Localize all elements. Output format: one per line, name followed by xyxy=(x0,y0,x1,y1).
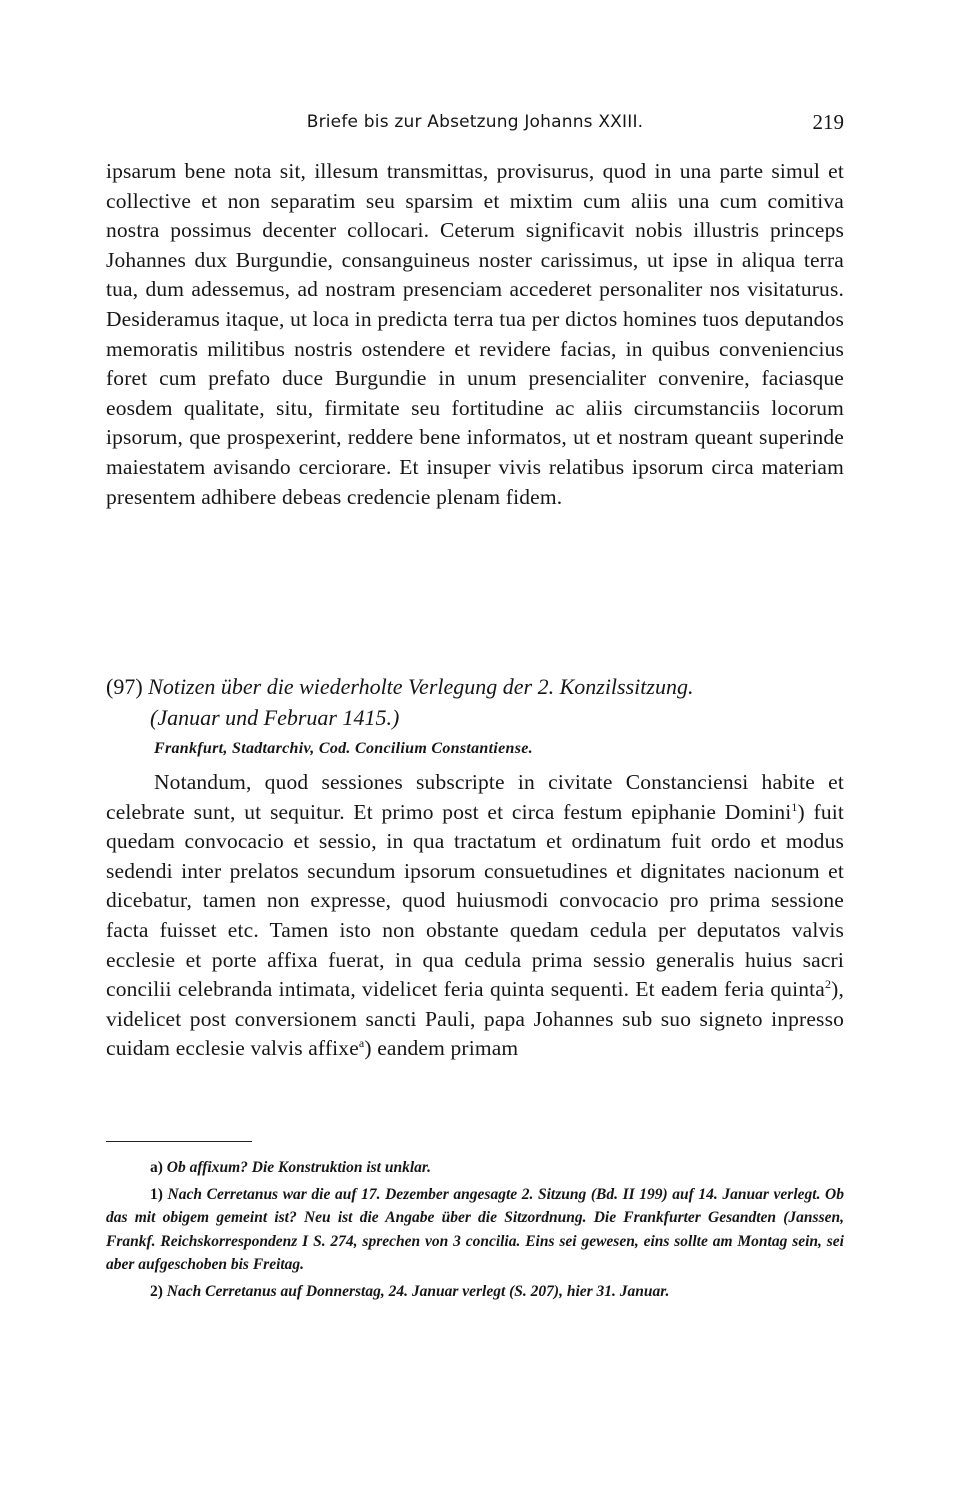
footnote-ref-2: 2 xyxy=(825,977,832,991)
text-run: ) fuit quedam convocacio et sessio, in qua tractatum et ordinatum fuit ordo et modus sedendi inter prelatos secundum ipsorum consuetudines et dignitates nacionum et dicebatur, tamen non expresse, quod huiusmodi convocacio pro prima sessione facta fuisset etc. Tamen isto non obstante quedam cedula per deputatos valvis ecclesie et porte affixa fuerat, in qua cedula prima sessio generalis huius sacri concilii celebranda intimata, videlicet feria quinta sequenti. Et eadem feria quinta xyxy=(106,799,844,1002)
footnote-1 xyxy=(106,1183,844,1277)
document-date: (Januar und Februar 1415.) xyxy=(150,705,400,730)
footnote-text: Nach Cerretanus war die auf 17. Dezember angesagte 2. Sitzung (Bd. II 199) auf 14. Januar verlegt. Ob das mit obigem gemeint ist? Neu ist die Angabe über die Sitzordnung. Die Frankfurter Gesandten (Janssen, Frankf. Reichskorrespondenz I S. 274, sprechen von 3 concilia. Eins sei gewesen, eins sollte am Montag sein, sei aber aufgeschoben bis Freitag. xyxy=(106,1185,845,1273)
footnotes xyxy=(106,1156,844,1306)
paragraph-notandum xyxy=(106,768,844,1064)
running-header xyxy=(106,112,844,140)
source-citation: Frankfurt, Stadtarchiv, Cod. Concilium Constantiense. xyxy=(154,740,533,757)
footnote-2 xyxy=(106,1280,844,1304)
footnote-mark: 1) xyxy=(150,1185,163,1203)
footnote-ref-1: 1 xyxy=(791,799,798,814)
footnote-divider xyxy=(106,1141,252,1142)
document-number: (97) xyxy=(106,674,143,699)
footnote-text: Nach Cerretanus auf Donnerstag, 24. Januar verlegt (S. 207), hier 31. Januar. xyxy=(166,1282,670,1300)
footnote-ref-a: a xyxy=(358,1036,365,1051)
paragraph-letter-continuation: ipsarum bene nota sit, illesum transmittas, provisurus, quod in una parte simul et collective et non separatim seu sparsim et mixtim cum aliis una cum comitiva nostra possimus decenter collocari. Ceterum significavit nobis illustris princeps Johannes dux Burgundie, consanguineus noster carissimus, ut ipse in aliqua terra tua, dum adessemus, ad nostram presenciam accederet personaliter nos visitaturus. Desideramus itaque, ut loca in predicta terra tua per dictos homines tuos deputandos memoratis militibus nostris ostendere et revidere facias, in quibus conveniencius foret cum prefato duce Burgundie in unum presencialiter convenire, faciasque eosdem qualitate, situ, firmitate seu fortitudine ac aliis circumstanciis locorum ipsorum, que prospexerint, reddere bene informatos, ut et nostram queant superinde maiestatem avisando cerciorare. Et insuper vivis relatibus ipsorum circa materiam presentem adhibere debeas credencie plenam fidem. xyxy=(106,159,844,509)
text-run: ) eandem primam xyxy=(364,1036,519,1061)
footnote-a xyxy=(106,1156,844,1180)
footnote-mark: a) xyxy=(150,1159,163,1176)
footnote-mark: 2) xyxy=(150,1282,163,1300)
running-title: Briefe bis zur Absetzung Johanns XXIII. xyxy=(306,112,644,132)
document-heading xyxy=(106,671,844,733)
footnote-text: Ob affixum? Die Konstruktion ist unklar. xyxy=(166,1159,431,1176)
document-title: Notizen über die wiederholte Verlegung der 2. Konzilssitzung. xyxy=(148,674,694,699)
text-run: Notandum, quod sessiones subscripte in civitate Constanciensi habite et celebrate sunt, ut sequitur. Et primo post et circa festum epiphanie Domini xyxy=(106,770,844,824)
page-number: 219 xyxy=(812,110,844,134)
text-run: ), videlicet post conversionem sancti Pauli, papa Johannes sub suo signeto inpresso cuidam ecclesie valvis affixe xyxy=(106,977,844,1061)
